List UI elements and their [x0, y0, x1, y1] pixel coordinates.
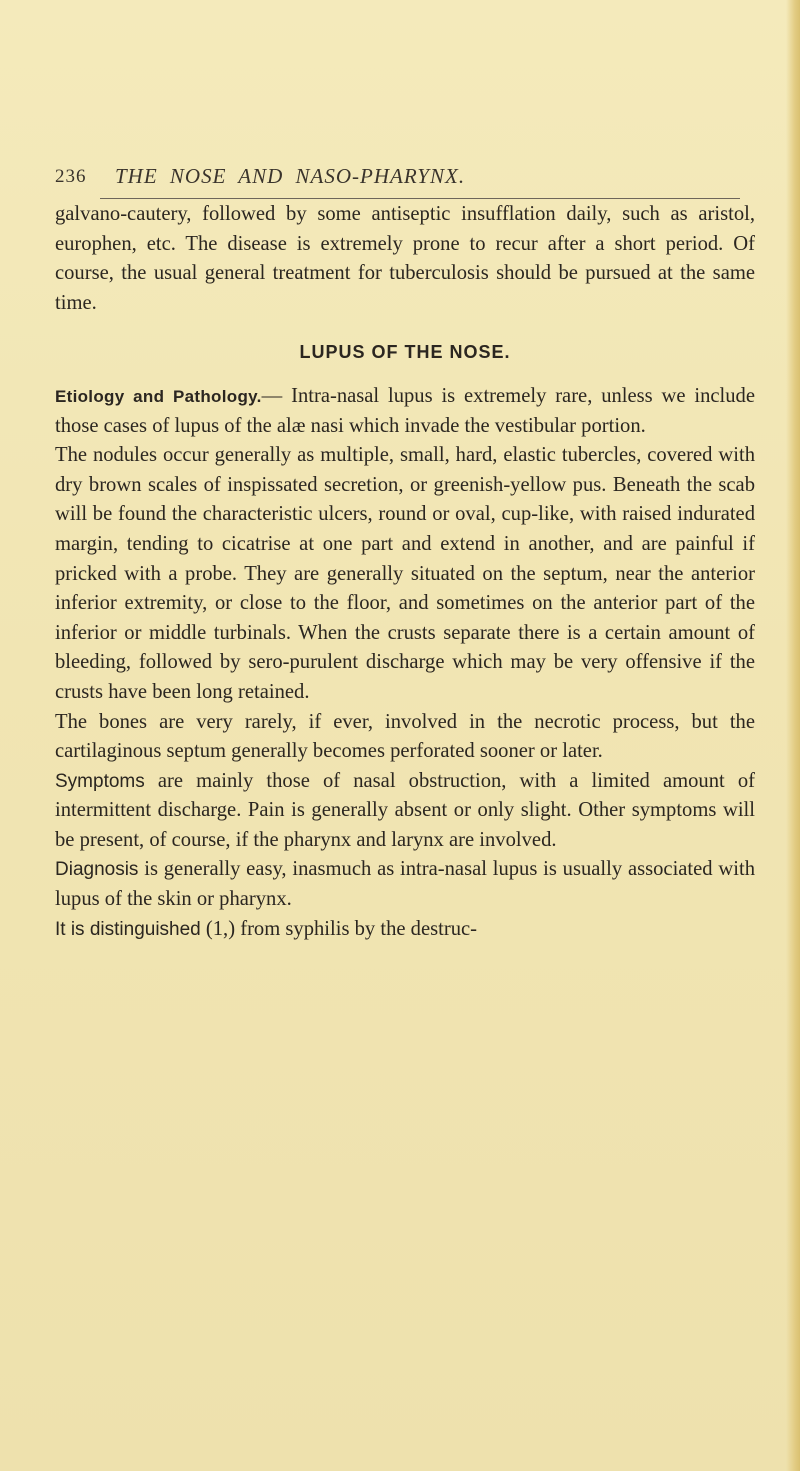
diagnosis-paragraph — [55, 855, 755, 914]
symptoms-text: are mainly those of nasal obstruction, with a limited amount of intermittent discharge. Pain is generally absent or only slight. Other symptoms will be present, of course, if the pharynx and larynx are involved. — [55, 769, 755, 851]
symptoms-paragraph — [55, 767, 755, 856]
distinguished-text: (1,) from syphilis by the destruc- — [200, 917, 477, 940]
page-number: 236 — [55, 166, 87, 187]
section-heading: LUPUS OF THE NOSE. — [299, 342, 511, 363]
etiology-label: Etiology and Pathology. — [55, 386, 262, 406]
etiology-paragraph — [55, 382, 755, 441]
nodules-paragraph: The nodules occur generally as multiple, small, hard, elastic tubercles, covered with dry brown scales of inspissated secretion, or greenish-yellow pus. Beneath the scab will be found the characteristic ulcers, round or oval, cup-like, with raised indurated margin, tending to cicatrise at one part and extend in another, and are painful if pricked with a probe. They are generally situated on the septum, near the anterior inferior extremity, or close to the floor, and sometimes on the anterior part of the inferior or middle turbinals. When the crusts separate there is a certain amount of bleeding, followed by sero-purulent discharge which may be very offensive if the crusts have been long retained. — [55, 444, 755, 703]
intro-paragraph: galvano-cautery, followed by some antiseptic insufflation daily, such as aristol, europhen, etc. The disease is extremely prone to recur after a short period. Of course, the usual general treatment for tuberculosis should be pursued at the same time. — [55, 203, 755, 314]
page-edge-shadow — [786, 0, 800, 1471]
bones-paragraph: The bones are very rarely, if ever, involved in the necrotic process, but the cartilaginous septum generally becomes perforated sooner or later. — [55, 710, 755, 763]
page-body — [55, 190, 755, 944]
distinguished-lead: It is distinguished — [55, 918, 201, 940]
diagnosis-label: Diagnosis — [55, 859, 139, 881]
symptoms-label: Symptoms — [55, 770, 145, 792]
distinguished-paragraph — [55, 915, 755, 945]
diagnosis-text: is generally easy, inasmuch as intra-nasal lupus is usually associated with lupus of the skin or pharynx. — [55, 858, 755, 911]
etiology-text: — Intra-nasal lupus is extremely rare, unless we include those cases of lupus of the alæ nasi which invade the vestibular portion. — [55, 384, 755, 437]
running-head-title: THE NOSE AND NASO-PHARYNX. — [115, 164, 466, 188]
